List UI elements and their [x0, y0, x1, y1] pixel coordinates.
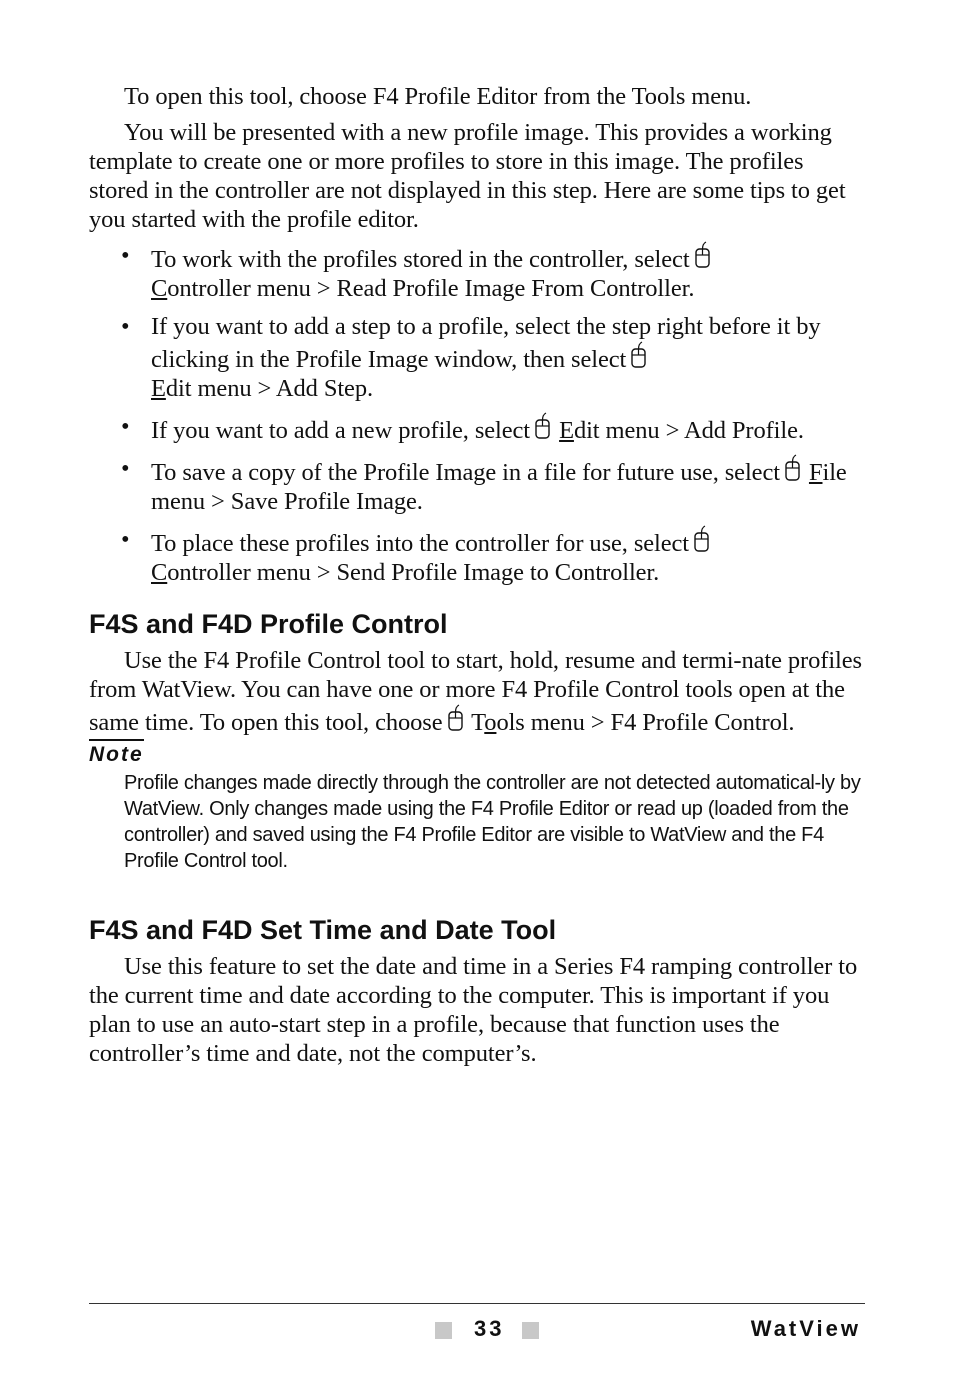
list-item: • To work with the profiles stored in the controller, select Controller menu > Read Profile Image From Controller. [89, 241, 865, 303]
bullet: • [121, 526, 130, 553]
list-item: • If you want to add a step to a profile, select the step right before it by clicking in the Profile Image window, then select Edit menu > Add Step. [121, 313, 821, 402]
page-footer [89, 1316, 865, 1346]
profile-control-paragraph: Use the F4 Profile Control tool to start, hold, resume and termi-nate profiles from WatView. You can have one or more F4 Profile Control tools open at the same time. To open this tool, choose Tools menu > F4 Profile Control. [89, 647, 862, 736]
footer-divider [89, 1303, 865, 1304]
footer-app-name: WatView [750, 1316, 861, 1341]
footer-square-right [522, 1322, 539, 1339]
intro-paragraph-2: You will be presented with a new profile image. This provides a working template to create one or more profiles to store in this image. The profiles stored in the controller are not displayed in this step. Here are some tips to get you started with the profile editor. [89, 119, 846, 233]
note-label: Note [89, 739, 144, 768]
mouse-icon [447, 704, 464, 731]
mouse-icon [694, 241, 711, 268]
bullet: • [121, 313, 130, 340]
mouse-icon [693, 525, 710, 552]
time-date-paragraph: Use this feature to set the date and time in a Series F4 ramping controller to the current time and date according to the computer. This is important if you plan to use an auto-start step in a profile, because that function uses the controller’s time and date, not the computer’s. [89, 953, 858, 1067]
intro-paragraph-1: To open this tool, choose F4 Profile Editor from the Tools menu. [124, 83, 752, 110]
list-item: • If you want to add a new profile, select Edit menu > Add Profile. [121, 413, 804, 444]
bullet: • [121, 242, 130, 269]
list-item: • To save a copy of the Profile Image in a file for future use, select File menu > Save Profile Image. [121, 455, 847, 515]
section-heading-time-date: F4S and F4D Set Time and Date Tool [89, 915, 557, 945]
mouse-icon [534, 412, 551, 439]
page-number: 33 [474, 1316, 505, 1341]
section-heading-profile-control: F4S and F4D Profile Control [89, 609, 448, 639]
note-text: Profile changes made directly through the controller are not detected automatical-ly by WatView. Only changes made using the F4 Profile Editor or read up (loaded from the controller) and saved using the F4 Profile Editor are visible to WatView and the F4 Profile Control tool. [124, 772, 861, 872]
page-content [89, 82, 865, 1075]
footer-square-left [435, 1322, 452, 1339]
list-item: • To place these profiles into the controller for use, select Controller menu > Send Profile Image to Controller. [89, 525, 865, 587]
bullet: • [121, 455, 130, 482]
bullet: • [121, 413, 130, 440]
mouse-icon [630, 341, 647, 368]
mouse-icon [784, 454, 801, 481]
tips-list [89, 241, 865, 587]
